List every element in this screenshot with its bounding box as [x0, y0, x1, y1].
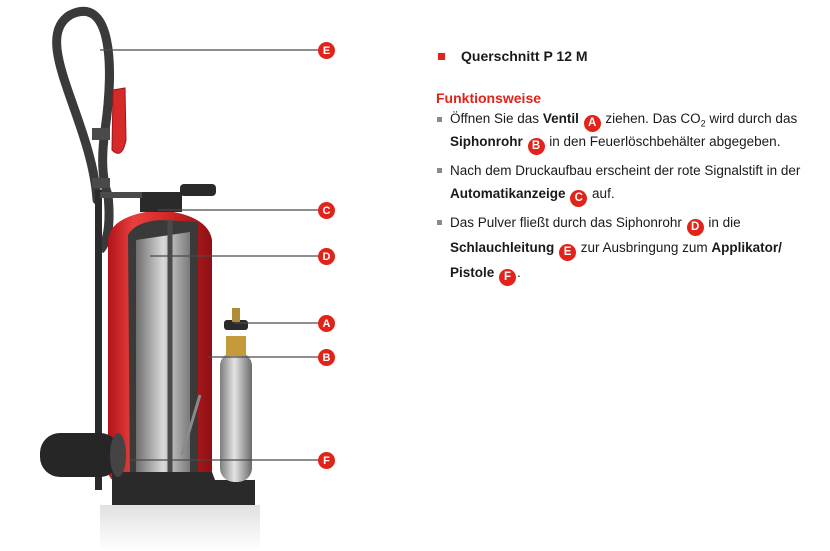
term-siphonrohr: Siphonrohr	[450, 133, 523, 149]
description-panel	[436, 48, 826, 290]
step-2	[436, 159, 826, 207]
page-title: Querschnitt P 12 M	[461, 48, 588, 64]
step-text: ziehen. Das CO	[601, 111, 701, 126]
callout-d: D	[318, 248, 335, 265]
step-text: .	[517, 264, 521, 280]
callout-e: E	[318, 42, 335, 59]
hose	[57, 11, 110, 200]
title-bullet	[438, 53, 445, 60]
term-automatikanzeige: Automatikanzeige	[450, 185, 566, 201]
badge-c: C	[570, 190, 587, 207]
nozzle	[112, 88, 126, 153]
step-3	[436, 211, 826, 286]
step-text: auf.	[588, 185, 615, 201]
term-schlauchleitung: Schlauchleitung	[450, 239, 555, 255]
step-text: Nach dem Druckaufbau erscheint der rote Signalstift in der	[450, 162, 801, 178]
valve-head	[140, 192, 182, 212]
badge-e: E	[559, 244, 576, 261]
step-text: in den Feuerlöschbehälter abgegeben.	[545, 133, 781, 149]
term-applikator: Applikator/ Pistole	[450, 239, 782, 280]
step-text: Öffnen Sie das	[450, 111, 543, 126]
badge-a: A	[584, 115, 601, 132]
step-1	[436, 110, 826, 155]
step-text: zur Ausbringung zum	[577, 239, 712, 255]
subscript: 2	[700, 118, 706, 129]
callout-f: F	[318, 452, 335, 469]
title-row	[436, 48, 826, 64]
floor-reflection	[100, 505, 260, 551]
co2-bottle	[220, 352, 252, 482]
term-ventil: Ventil	[542, 111, 579, 126]
step-text: Das Pulver fließt durch das Siphonrohr	[450, 214, 686, 230]
section-heading: Funktionsweise	[436, 90, 542, 106]
steps-list	[436, 110, 826, 286]
callout-c: C	[318, 202, 335, 219]
callout-a: A	[318, 315, 335, 332]
step-text: in die	[704, 214, 741, 230]
step-text: wird durch das	[705, 111, 798, 126]
badge-d: D	[687, 219, 704, 236]
badge-f: F	[499, 269, 516, 286]
callout-b: B	[318, 349, 335, 366]
badge-b: B	[528, 138, 545, 155]
